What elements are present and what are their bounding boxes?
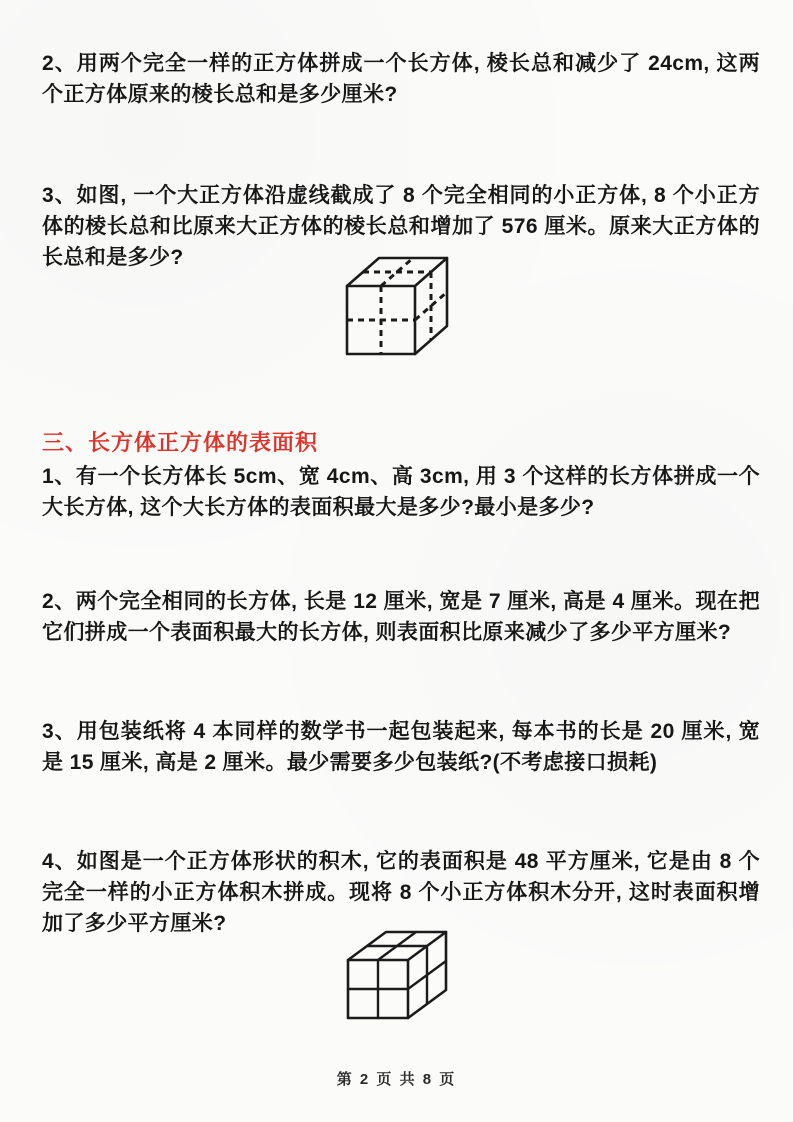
solid-2x2x2-cube-figure bbox=[344, 928, 450, 1022]
question-prev-3: 3、如图, 一个大正方体沿虚线截成了 8 个完全相同的小正方体, 8 个小正方体的棱长总和比原来大正方体的棱长总和增加了 576 厘米。原来大正方体的长总和是多少? bbox=[42, 184, 760, 269]
cube-2x2x2-icon bbox=[344, 928, 450, 1022]
question-s3-1: 1、有一个长方体长 5cm、宽 4cm、高 3cm, 用 3 个这样的长方体拼成一个大长方体, 这个大长方体的表面积最大是多少?最小是多少? bbox=[42, 465, 760, 519]
section-3-heading: 三、长方体正方体的表面积 bbox=[42, 430, 319, 455]
dashed-cube-figure bbox=[343, 252, 453, 360]
question-prev-2: 2、用两个完全一样的正方体拼成一个长方体, 棱长总和减少了 24cm, 这两个正方体原来的棱长总和是多少厘米? bbox=[42, 52, 760, 106]
cube-cut-into-8-dashed-icon bbox=[343, 252, 453, 360]
question-s3-2: 2、两个完全相同的长方体, 长是 12 厘米, 宽是 7 厘米, 高是 4 厘米。现在把它们拼成一个表面积最大的长方体, 则表面积比原来减少了多少平方厘米? bbox=[42, 590, 760, 644]
question-s3-3: 3、用包装纸将 4 本同样的数学书一起包装起来, 每本书的长是 20 厘米, 宽是 15 厘米, 高是 2 厘米。最少需要多少包装纸?(不考虑接口损耗) bbox=[42, 720, 760, 774]
question-s3-4: 4、如图是一个正方体形状的积木, 它的表面积是 48 平方厘米, 它是由 8 个完全一样的小正方体积木拼成。现将 8 个小正方体积木分开, 这时表面积增加了多少平方厘米? bbox=[42, 850, 760, 935]
page-number-footer: 第 2 页 共 8 页 bbox=[336, 1071, 457, 1088]
